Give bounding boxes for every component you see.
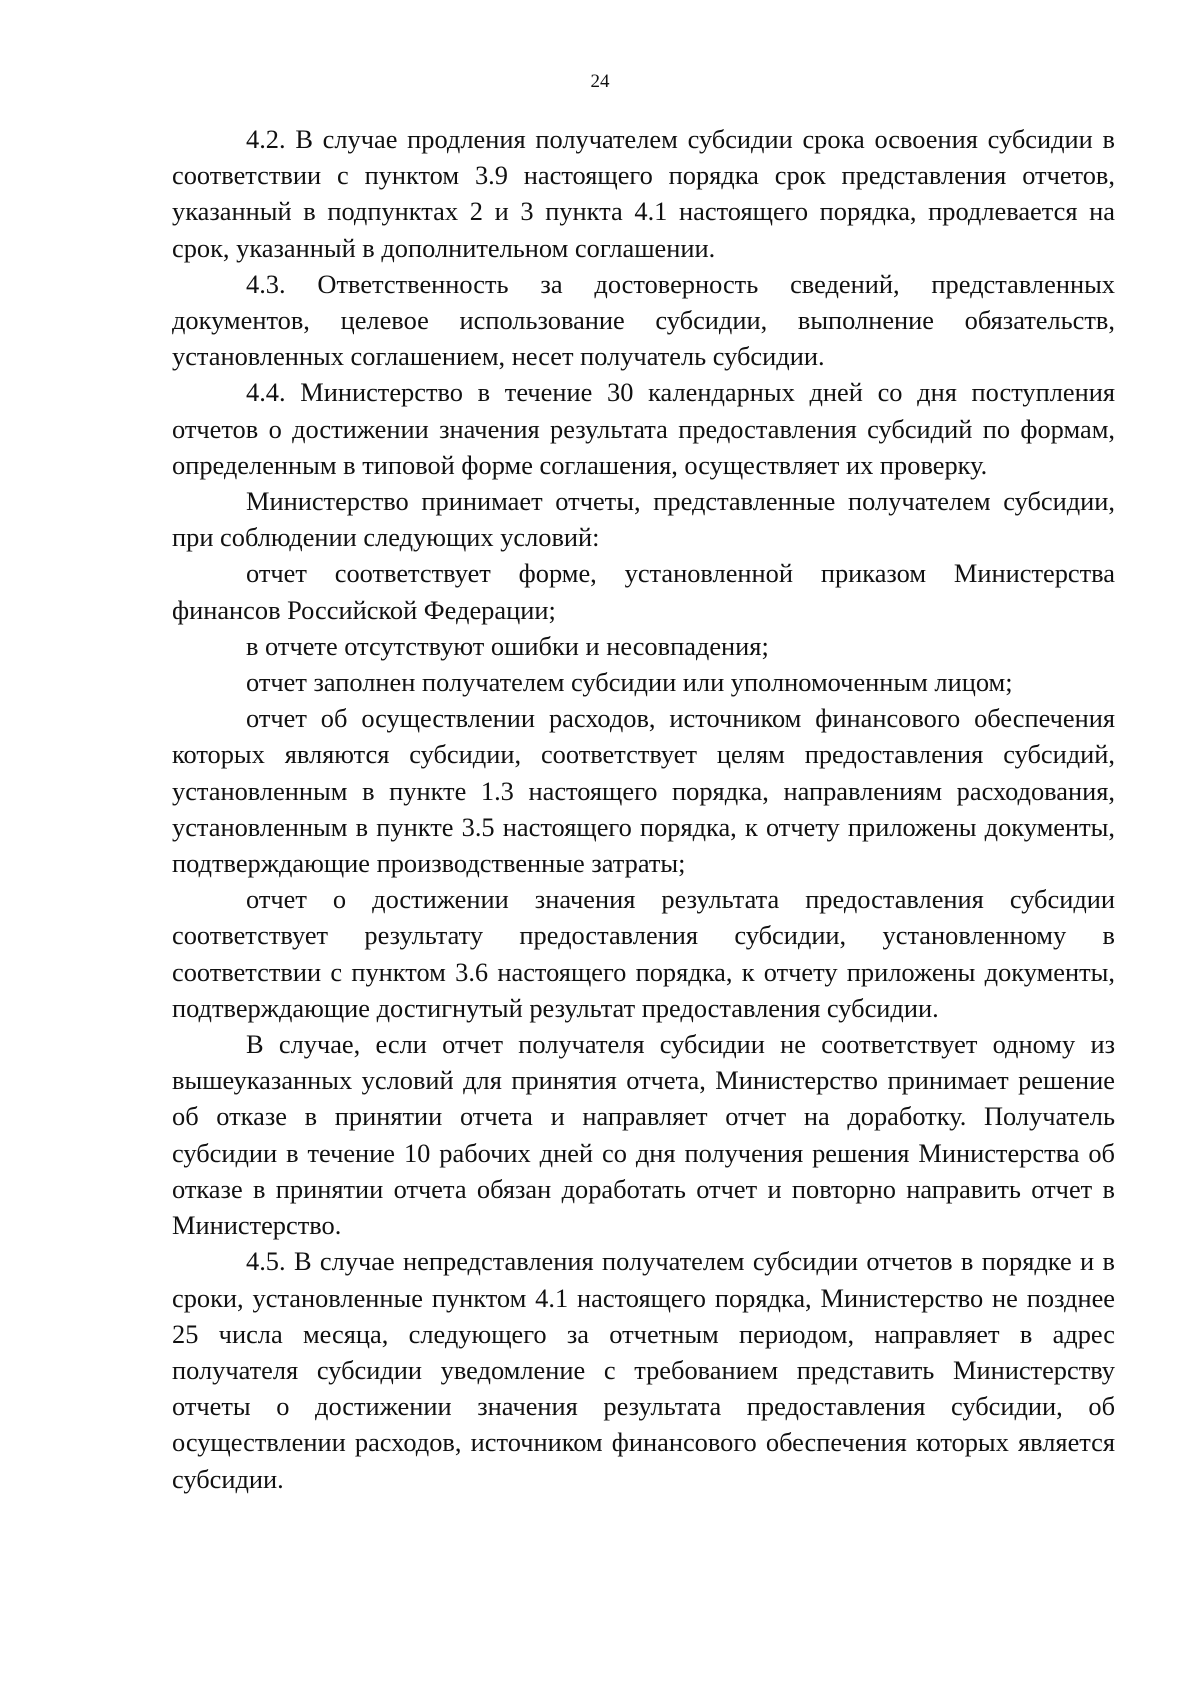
condition-filled-by: отчет заполнен получателем субсидии или уполномоченным лицом; — [246, 667, 1013, 698]
condition-expenses-report: отчет об осуществлении расходов, источником финансового обеспечения которых являются субсидии, соответствует целям предоставления субсидий, установленным в пункте 1.3 настоящего порядка, направлениям расходования, установленным в пункте 3.5 настоящего порядка, к отчету приложены документы, подтверждающие производственные затраты; — [172, 703, 1115, 879]
paragraph-acceptance-conditions: Министерство принимает отчеты, представленные получателем субсидии, при соблюдении следующих условий: — [172, 486, 1115, 553]
paragraph-4-2: 4.2. В случае продления получателем субсидии срока освоения субсидии в соответствии с пунктом 3.9 настоящего порядка срок представления отчетов, указанный в подпунктах 2 и 3 пункта 4.1 настоящего порядка, продлевается на срок, указанный в дополнительном соглашении. — [172, 124, 1115, 263]
paragraph-4-4: 4.4. Министерство в течение 30 календарных дней со дня поступления отчетов о достижении значения результата предоставления субсидий по формам, определенным в типовой форме соглашения, осуществляет их проверку. — [172, 377, 1115, 480]
paragraph-4-5: 4.5. В случае непредставления получателем субсидии отчетов в порядке и в сроки, установленные пунктом 4.1 настоящего порядка, Министерство не позднее 25 числа месяца, следующего за отчетным периодом, направляет в адрес получателя субсидии уведомление с требованием представить Министерству отчеты о достижении значения результата предоставления субсидии, об осуществлении расходов, источником финансового обеспечения которых является субсидии. — [172, 1246, 1115, 1494]
condition-form: отчет соответствует форме, установленной приказом Министерства финансов Российской Федерации; — [172, 558, 1115, 625]
paragraph-4-3: 4.3. Ответственность за достоверность сведений, представленных документов, целевое использование субсидии, выполнение обязательств, установленных соглашением, несет получатель субсидии. — [172, 268, 1115, 372]
condition-result-report: отчет о достижении значения результата предоставления субсидии соответствует результату предоставления субсидии, установленному в соответствии с пунктом 3.6 настоящего порядка, к отчету приложены документы, подтверждающие достигнутый результат предоставления субсидии. — [172, 884, 1115, 1023]
document-body — [172, 121, 1115, 1497]
condition-no-errors: в отчете отсутствуют ошибки и несовпадения; — [246, 630, 769, 661]
paragraph-rejection: В случае, если отчет получателя субсидии не соответствует одному из вышеуказанных условий для принятия отчета, Министерство принимает решение об отказе в принятии отчета и направляет отчет на доработку. Получатель субсидии в течение 10 рабочих дней со дня получения решения Министерства об отказе в принятии отчета обязан доработать отчет и повторно направить отчет в Министерство. — [172, 1029, 1115, 1241]
page-number: 24 — [590, 71, 610, 92]
